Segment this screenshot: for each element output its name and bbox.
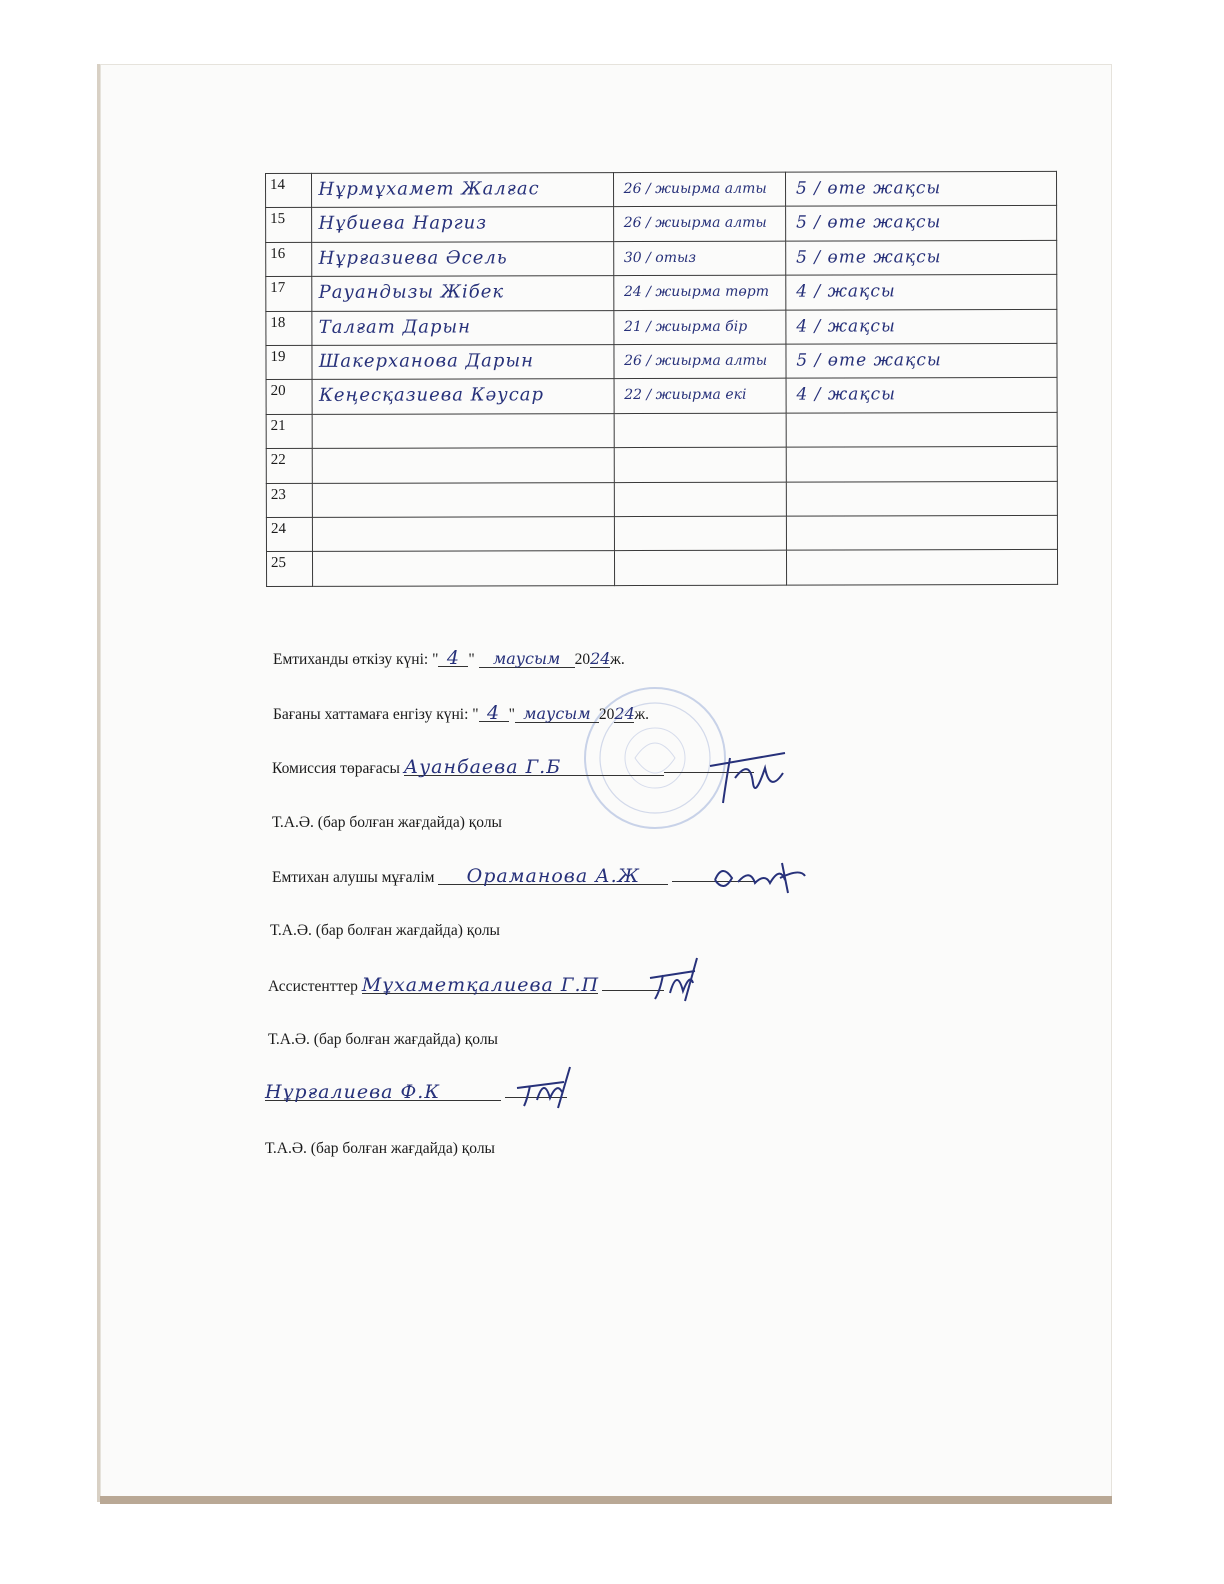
grade-value-cell	[786, 275, 1057, 310]
score-value: 26 / жиырма алты	[624, 352, 768, 370]
row-number: 22	[266, 449, 312, 484]
score-value-cell	[613, 241, 785, 276]
grade-value: 5 / өте жақсы	[796, 350, 942, 371]
chair-line	[272, 758, 754, 778]
score-value: 30 / отыз	[623, 249, 697, 266]
grade-value-cell	[786, 378, 1057, 413]
table-row	[266, 309, 1057, 345]
table-row	[266, 515, 1057, 551]
row-number: 17	[266, 277, 312, 312]
teacher-signature	[710, 858, 810, 904]
student-name-cell	[313, 551, 614, 586]
chair-signature	[705, 748, 795, 814]
grade-value: 5 / өте жақсы	[795, 178, 942, 199]
score-value: 21 / жиырма бір	[624, 318, 748, 335]
exam-date-quote: "	[468, 651, 475, 668]
grade-value-cell	[786, 343, 1057, 378]
grade-value-cell	[786, 515, 1057, 550]
exam-date-label: Емтиханды өткізу күні: "	[273, 651, 439, 668]
score-value: 26 / жиырма алты	[623, 180, 767, 198]
grade-value: 4 / жақсы	[796, 384, 896, 405]
score-value-cell	[614, 516, 786, 551]
entry-date-line	[273, 702, 650, 724]
grade-value-cell	[786, 481, 1057, 516]
score-value-cell	[613, 275, 785, 310]
student-name: Рауандызы Жібек	[318, 281, 505, 304]
score-value: 26 / жиырма алты	[623, 215, 767, 232]
grade-value-cell	[785, 171, 1056, 206]
row-number: 24	[266, 517, 312, 552]
row-number: 14	[266, 173, 312, 208]
chair-label: Комиссия төрағасы	[272, 760, 400, 777]
student-name: Шакерханова Дарын	[318, 350, 534, 372]
score-value-cell	[614, 413, 786, 448]
student-name-cell	[312, 173, 613, 208]
score-value: 22 / жиырма екі	[624, 387, 747, 404]
grade-value-cell	[786, 240, 1057, 275]
grade-value-cell	[786, 412, 1057, 447]
table-row	[266, 481, 1057, 517]
student-name: Нұбиева Наргиз	[318, 212, 488, 235]
row-number: 15	[266, 208, 312, 243]
chair-caption: Т.А.Ә. (бар болған жағдайда) қолы	[272, 814, 502, 831]
score-value-cell	[614, 447, 786, 482]
grade-value-cell	[786, 206, 1057, 241]
student-name-cell	[312, 207, 613, 242]
grade-value-cell	[786, 309, 1057, 344]
assistants-caption: Т.А.Ә. (бар болған жағдайда) қолы	[268, 1031, 498, 1048]
row-number: 25	[266, 552, 312, 587]
row-number: 19	[266, 345, 312, 380]
row-number: 21	[266, 414, 312, 449]
grade-value: 4 / жақсы	[796, 281, 896, 302]
student-name-cell	[312, 276, 613, 311]
entry-date-label: Бағаны хаттамаға енгізу күні: "	[273, 706, 479, 723]
student-name-cell	[312, 310, 613, 345]
chair-name: Ауанбаева Г.Б	[404, 759, 664, 776]
grade-value-cell	[786, 447, 1057, 482]
student-name: Нұрмұхамет Жалғас	[318, 178, 540, 200]
table-row	[266, 378, 1057, 414]
score-value-cell	[614, 482, 786, 517]
table-row	[266, 447, 1057, 483]
assistant2-name: Нұрғалиева Ф.К	[265, 1084, 501, 1101]
teacher-line	[272, 867, 757, 887]
assistants-name: Мұхаметқалиева Г.П	[361, 974, 600, 996]
entry-date-month: маусым	[515, 706, 599, 723]
assistant2-caption: Т.А.Ә. (бар болған жағдайда) қолы	[265, 1140, 495, 1157]
row-number: 23	[266, 483, 312, 518]
teacher-name: Ораманова А.Ж	[438, 868, 668, 885]
student-name-cell	[312, 413, 613, 448]
score-value: 24 / жиырма төрт	[623, 283, 770, 301]
entry-date-quote: "	[508, 706, 515, 723]
assistants-line	[268, 976, 664, 996]
grade-value: 4 / жақсы	[796, 315, 896, 337]
entry-date-unit: ж.	[634, 706, 650, 723]
assistants-signature	[645, 953, 705, 1009]
row-number: 18	[266, 311, 312, 346]
student-name-cell	[312, 345, 613, 380]
student-name: Кеңесқазиева Кәусар	[318, 384, 545, 407]
student-name-cell	[312, 379, 613, 414]
exam-date-day: 4	[438, 650, 468, 667]
exam-date-year-suffix: 24	[590, 649, 611, 668]
grade-value: 5 / өте жақсы	[796, 247, 942, 268]
assistants-label: Ассистенттер	[268, 978, 358, 995]
student-name: Талғат Дарын	[318, 316, 472, 338]
table-row	[266, 550, 1057, 586]
score-value-cell	[614, 378, 786, 413]
student-name-cell	[313, 482, 614, 517]
grade-value-cell	[786, 550, 1057, 585]
score-value-cell	[613, 172, 785, 207]
exam-date-unit: ж.	[610, 651, 625, 668]
table-row	[266, 171, 1057, 207]
table-row	[266, 240, 1057, 276]
grade-value: 5 / өте жақсы	[796, 212, 942, 234]
table-row	[266, 206, 1057, 242]
score-value-cell	[613, 310, 785, 345]
score-value-cell	[614, 550, 786, 585]
table-row	[266, 275, 1057, 311]
assistant2-signature	[512, 1062, 578, 1116]
student-name-cell	[313, 516, 614, 551]
grades-table	[265, 171, 1058, 587]
row-number: 16	[266, 242, 312, 277]
paper-bottom-edge	[100, 1496, 1112, 1504]
row-number: 20	[266, 380, 312, 415]
exam-date-line	[273, 647, 625, 669]
exam-date-month: маусым	[479, 651, 575, 668]
student-name: Нұрғазиева Әсель	[318, 247, 508, 269]
table-row	[266, 412, 1057, 448]
teacher-caption: Т.А.Ә. (бар болған жағдайда) қолы	[270, 922, 500, 939]
teacher-label: Емтихан алушы мұғалім	[272, 869, 435, 886]
entry-date-day: 4	[479, 705, 509, 722]
student-name-cell	[312, 241, 613, 276]
score-value-cell	[613, 207, 785, 242]
exam-date-year-prefix: 20	[574, 651, 591, 668]
table-row	[266, 343, 1057, 379]
student-name-cell	[313, 448, 614, 483]
score-value-cell	[614, 344, 786, 379]
entry-date-year-prefix: 20	[598, 706, 615, 723]
entry-date-year-suffix: 24	[614, 704, 635, 723]
